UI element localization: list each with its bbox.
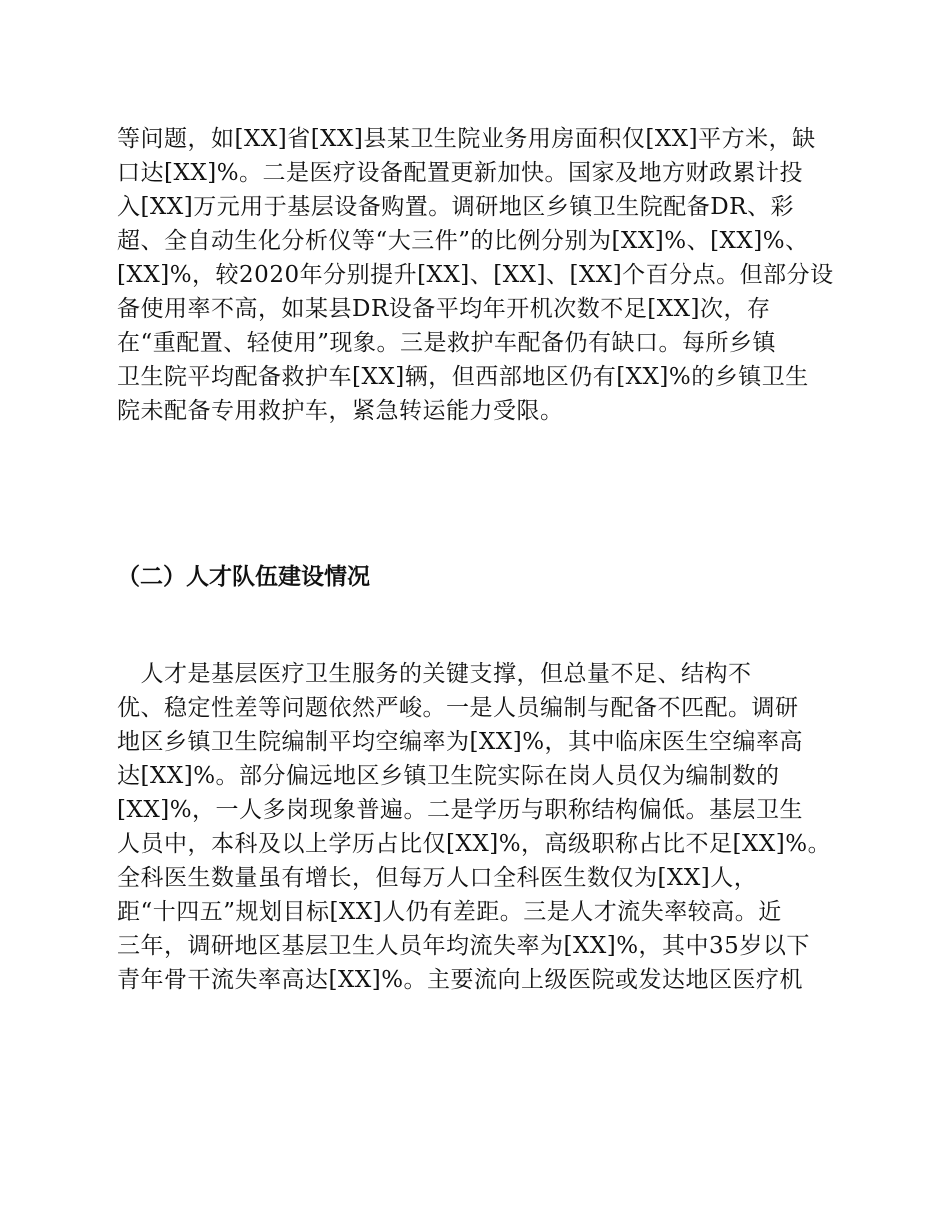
paragraph-facilities	[117, 122, 837, 428]
paragraph-line: 青年骨干流失率高达[XX]%。主要流向上级医院或发达地区医疗机	[117, 967, 804, 993]
paragraph-line: [XX]%，一人多岗现象普遍。二是学历与职称结构偏低。基层卫生	[117, 797, 804, 823]
paragraph-line: 三年，调研地区基层卫生人员年均流失率为[XX]%，其中35岁以下	[117, 933, 810, 959]
section-heading: （二）人才队伍建设情况	[117, 564, 370, 590]
paragraph-line: 在“重配置、轻使用”现象。三是救护车配备仍有缺口。每所乡镇	[117, 330, 777, 356]
paragraph-line: 口达[XX]%。二是医疗设备配置更新加快。国家及地方财政累计投	[117, 160, 804, 186]
paragraph-line: 等问题，如[XX]省[XX]县某卫生院业务用房面积仅[XX]平方米，缺	[117, 126, 816, 152]
paragraph-line: 达[XX]%。部分偏远地区乡镇卫生院实际在岗人员仅为编制数的	[117, 763, 780, 789]
paragraph-line: 超、全自动生化分析仪等“大三件”的比例分别为[XX]%、[XX]%、	[117, 228, 809, 254]
paragraph-line: 院未配备专用救护车，紧急转运能力受限。	[117, 398, 564, 424]
paragraph-line: 地区乡镇卫生院编制平均空编率为[XX]%，其中临床医生空编率高	[117, 729, 804, 755]
paragraph-line: 距“十四五”规划目标[XX]人仍有差距。三是人才流失率较高。近	[117, 899, 782, 925]
paragraph-line: 人才是基层医疗卫生服务的关键支撑，但总量不足、结构不	[117, 661, 752, 687]
paragraph-talent	[117, 657, 837, 997]
paragraph-line: [XX]%，较2020年分别提升[XX]、[XX]、[XX]个百分点。但部分设	[117, 262, 834, 288]
paragraph-line: 卫生院平均配备救护车[XX]辆，但西部地区仍有[XX]%的乡镇卫生	[117, 364, 809, 390]
paragraph-line: 入[XX]万元用于基层设备购置。调研地区乡镇卫生院配备DR、彩	[117, 194, 794, 220]
paragraph-line: 全科医生数量虽有增长，但每万人口全科医生数仅为[XX]人，	[117, 865, 758, 891]
paragraph-line: 人员中，本科及以上学历占比仅[XX]%，高级职称占比不足[XX]%。	[117, 831, 832, 857]
paragraph-line: 优、稳定性差等问题依然严峻。一是人员编制与配备不匹配。调研	[117, 695, 799, 721]
paragraph-line: 备使用率不高，如某县DR设备平均年开机次数不足[XX]次，存	[117, 296, 771, 322]
